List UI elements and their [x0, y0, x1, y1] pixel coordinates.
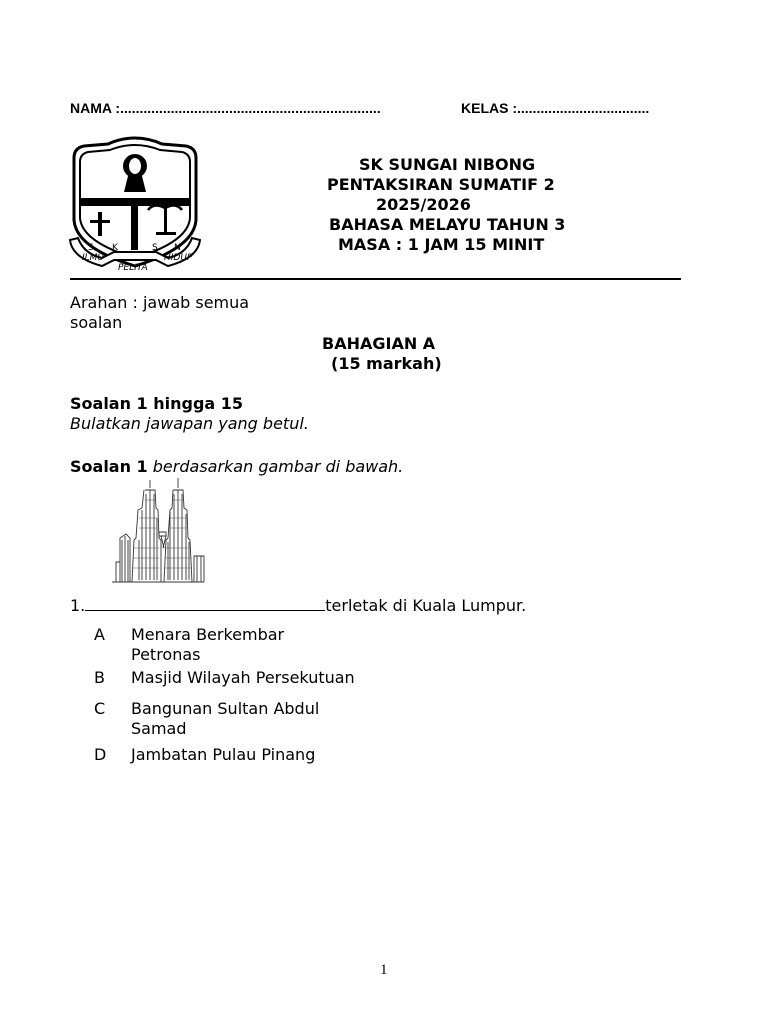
option-c-letter[interactable]: C: [94, 699, 106, 718]
question-1-blank[interactable]: [85, 596, 325, 611]
question-1-intro: [70, 457, 403, 476]
name-dots[interactable]: ...................................................................: [120, 100, 381, 116]
ribbon-text-hidup: HIDUP: [164, 253, 193, 263]
option-b-text[interactable]: Masjid Wilayah Persekutuan: [131, 668, 355, 687]
option-b-letter[interactable]: B: [94, 668, 105, 687]
petronas-towers-image: [112, 478, 206, 584]
name-label: NAMA :: [70, 100, 121, 116]
ribbon-text-ilmu: ILMU: [82, 253, 105, 263]
instruction-line-2: soalan: [70, 313, 123, 332]
page-number: 1: [380, 962, 388, 978]
option-c-line-2: Samad: [131, 719, 187, 738]
crest-initial-n: N: [174, 243, 181, 253]
crest-initial-k: K: [112, 243, 118, 253]
question-1-stem-text: terletak di Kuala Lumpur.: [325, 596, 527, 615]
assessment-title: PENTAKSIRAN SUMATIF 2: [327, 175, 555, 194]
option-c-text[interactable]: [131, 699, 361, 739]
class-label: KELAS :: [461, 100, 517, 116]
questions-range-label: Soalan 1 hingga 15: [70, 394, 244, 413]
crest-initial-s1: S: [88, 243, 94, 253]
name-field: [70, 100, 381, 116]
exam-duration: MASA : 1 JAM 15 MINIT: [338, 235, 545, 254]
option-d-letter[interactable]: D: [94, 745, 107, 764]
question-1-intro-text: berdasarkan gambar di bawah.: [147, 457, 404, 476]
academic-year: 2025/2026: [376, 195, 471, 214]
option-a-line-2: Petronas: [131, 645, 201, 664]
question-1-stem: [70, 596, 526, 615]
questions-instruction: Bulatkan jawapan yang betul.: [70, 414, 309, 433]
instruction-line-1: Arahan : jawab semua: [70, 293, 250, 312]
class-dots[interactable]: ..................................: [517, 100, 650, 116]
crest-initial-s2: S: [152, 243, 158, 253]
option-a-line-1: Menara Berkembar: [131, 625, 285, 644]
ribbon-text-pelita: PELITA: [118, 263, 148, 273]
class-field: [461, 100, 649, 116]
school-name: SK SUNGAI NIBONG: [359, 155, 536, 174]
option-c-line-1: Bangunan Sultan Abdul: [131, 699, 320, 718]
question-1-intro-label: Soalan 1: [70, 457, 148, 476]
section-title: BAHAGIAN A: [322, 334, 436, 353]
section-marks: (15 markah): [331, 354, 442, 373]
option-a-text[interactable]: [131, 625, 361, 665]
school-crest-logo: [68, 136, 202, 278]
question-1-number: 1.: [70, 596, 86, 615]
subject-title: BAHASA MELAYU TAHUN 3: [329, 215, 566, 234]
option-d-text[interactable]: Jambatan Pulau Pinang: [131, 745, 316, 764]
header-divider: [70, 278, 681, 280]
option-a-letter[interactable]: A: [94, 625, 105, 644]
